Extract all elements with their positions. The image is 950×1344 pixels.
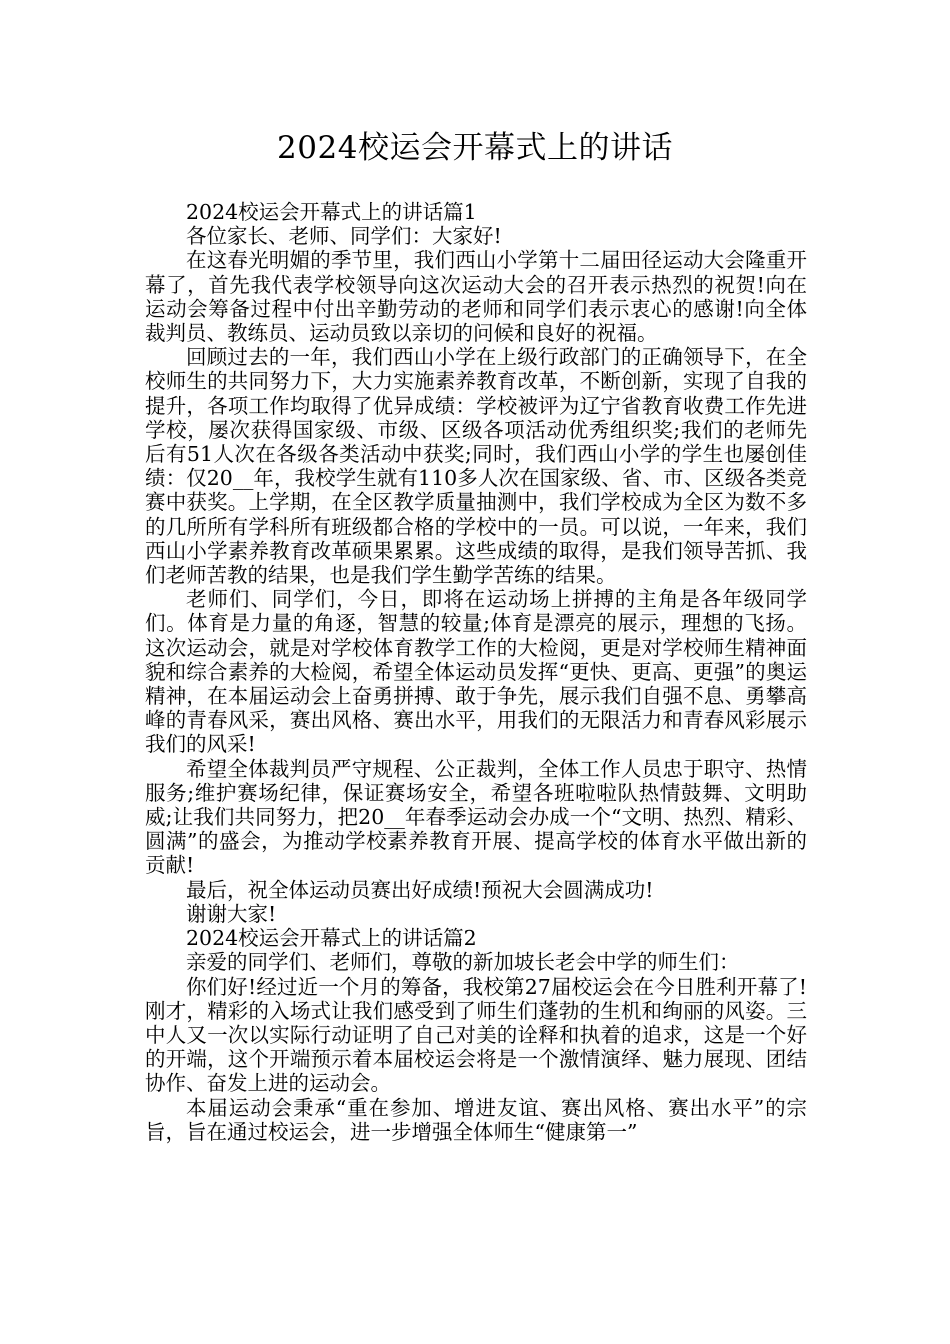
paragraph: 在这春光明媚的季节里，我们西山小学第十二届田径运动大会隆重开幕了，首先我代表学校领导向这次运动大会的召开表示热烈的祝贺!向在运动会筹备过程中付出辛勤劳动的老师和同学们表示衷心的感谢!向全体裁判员、教练员、运动员致以亲切的问候和良好的祝福。 (145, 248, 807, 346)
salutation-1: 各位家长、老师、同学们：大家好! (186, 224, 502, 249)
salutation-2: 亲爱的同学们、老师们，尊敬的新加坡长老会中学的师生们： (186, 950, 740, 975)
paragraph: 老师们、同学们，今日，即将在运动场上拼搏的主角是各年级同学们。体育是力量的角逐，智慧的较量;体育是漂亮的展示，理想的飞扬。这次运动会，就是对学校体育教学工作的大检阅，更是对学校师生精神面貌和综合素养的大检阅，希望全体运动员发挥“更快、更高、更强”的奥运精神，在本届运动会上奋勇拼搏、敢于争先，展示我们自强不息、勇攀高峰的青春风采，赛出风格、赛出水平，用我们的无限活力和青春风彩展示我们的风采! (145, 587, 807, 757)
section-heading-2: 2024校运会开幕式上的讲话篇2 (186, 926, 477, 951)
paragraph: 最后，祝全体运动员赛出好成绩!预祝大会圆满成功! (186, 877, 654, 902)
document-title: 2024校运会开幕式上的讲话 (277, 130, 673, 166)
paragraph: 你们好!经过近一个月的筹备，我校第27届校运会在今日胜利开幕了!刚才，精彩的入场式让我们感受到了师生们蓬勃的生机和绚丽的风姿。三中人又一次以实际行动证明了自己对美的诠释和执着的追求，这是一个好的开端，这个开端预示着本届校运会将是一个激情演绎、魅力展现、团结协作、奋发上进的运动会。 (145, 974, 807, 1096)
paragraph: 本届运动会秉承“重在参加、增进友谊、赛出风格、赛出水平”的宗旨，旨在通过校运会，进一步增强全体师生“健康第一” (145, 1095, 807, 1144)
document-body (145, 200, 807, 1144)
paragraph: 回顾过去的一年，我们西山小学在上级行政部门的正确领导下，在全校师生的共同努力下，大力实施素养教育改革，不断创新，实现了自我的提升，各项工作均取得了优异成绩：学校被评为辽宁省教育收费工作先进学校，屡次获得国家级、市级、区级各项活动优秀组织奖;我们的老师先后有51人次在各级各类活动中获奖;同时，我们西山小学的学生也屡创佳绩：仅20__年，我校学生就有110多人次在国家级、省、市、区级各类竞赛中获奖。上学期，在全区教学质量抽测中，我们学校成为全区为数不多的几所所有学科所有班级都合格的学校中的一员。可以说，一年来，我们西山小学素养教育改革硕果累累。这些成绩的取得，是我们领导苦抓、我们老师苦教的结果，也是我们学生勤学苦练的结果。 (145, 345, 807, 588)
paragraph: 希望全体裁判员严守规程、公正裁判，全体工作人员忠于职守、热情服务;维护赛场纪律，保证赛场安全，希望各班啦啦队热情鼓舞、文明助威;让我们共同努力，把20__年春季运动会办成一个“文明、热烈、精彩、圆满”的盛会，为推动学校素养教育开展、提高学校的体育水平做出新的贡献! (145, 756, 807, 878)
section-heading-1: 2024校运会开幕式上的讲话篇1 (186, 200, 477, 224)
paragraph: 谢谢大家! (186, 901, 277, 926)
